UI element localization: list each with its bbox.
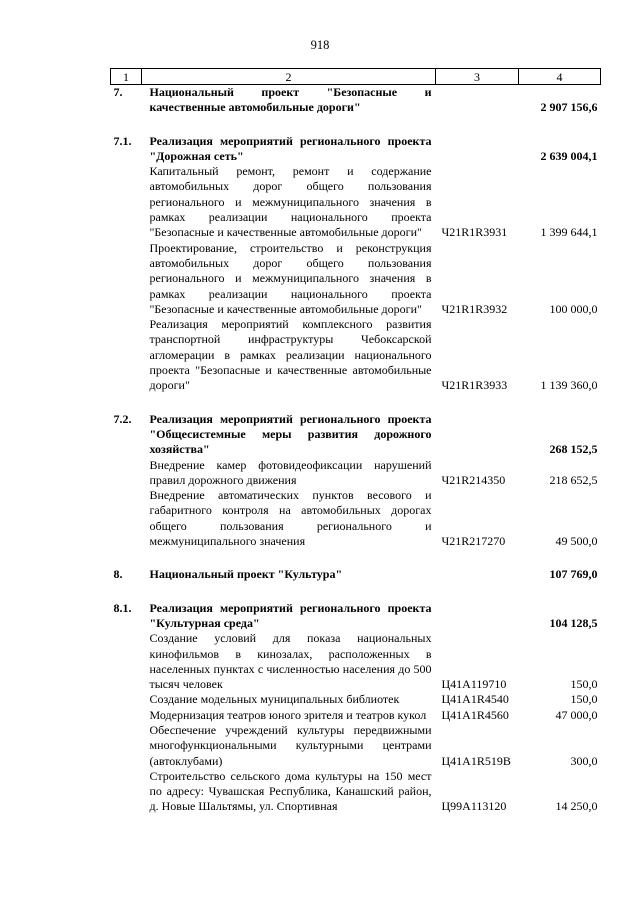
row-number — [111, 164, 142, 240]
row-amount: 1 139 360,0 — [540, 378, 598, 393]
row-description: Капитальный ремонт, ремонт и содержание автомобильных дорог общего пользования регионального и межмуниципального значения в рамках реализации национального проекта "Безопасные и качественные автомобильные дороги" — [149, 164, 432, 240]
section-row — [111, 567, 601, 582]
row-number — [111, 458, 142, 489]
row-description: Модернизация театров юного зрителя и театров кукол — [149, 707, 427, 722]
spacer-row — [111, 549, 601, 567]
row-description: Реализация мероприятий комплексного развития транспортной инфраструктуры Чебоксарской агломерации в рамках реализации национального проекта "Безопасные и качественные автомобильные дороги" — [149, 317, 432, 393]
row-code: Ч21R1R3933 — [441, 378, 508, 393]
spacer-row — [111, 394, 601, 412]
row-amount: 300,0 — [570, 753, 598, 768]
row-code — [436, 412, 519, 458]
row-number: 7. — [113, 85, 123, 99]
row-description: Реализация мероприятий регионального проекта "Общесистемные меры развития дорожного хозяйства" — [149, 411, 432, 457]
row-code: Ч21R217270 — [441, 534, 506, 549]
row-number: 8. — [113, 567, 123, 582]
row-number: 8.1. — [113, 600, 132, 615]
row-code: Ц41А1R4540 — [441, 692, 509, 707]
row-description: Проектирование, строительство и реконструкция автомобильных дорог общего пользования регионального и межмуниципального значения в рамках реализации национального проекта "Безопасные и качественные автомобильные дороги" — [149, 240, 432, 316]
row-code: Ч21R1R3931 — [441, 225, 508, 240]
table-row — [111, 708, 601, 723]
spacer-row — [111, 583, 601, 601]
column-header-code: 3 — [436, 69, 519, 85]
row-code — [436, 601, 519, 632]
row-amount: 150,0 — [570, 692, 598, 707]
row-description: Создание модельных муниципальных библиотек — [149, 692, 400, 707]
row-number: 7.1. — [113, 133, 132, 148]
spacer-cell — [111, 583, 601, 601]
row-description: Внедрение камер фотовидеофиксации нарушений правил дорожного движения — [149, 457, 432, 487]
row-number — [111, 692, 142, 707]
row-amount: 47 000,0 — [555, 707, 598, 722]
section-row — [111, 412, 601, 458]
row-code: Ч21R214350 — [441, 472, 506, 487]
page-number: 918 — [310, 38, 330, 52]
row-amount: 14 250,0 — [555, 799, 598, 814]
column-header-name: 2 — [142, 69, 436, 85]
row-amount: 104 128,5 — [549, 615, 598, 630]
row-amount: 2 639 004,1 — [540, 148, 598, 163]
row-description: Внедрение автоматических пунктов весового и габаритного контроля на автомобильных дорогах общего пользования регионального и межмуниципального значения — [149, 488, 432, 549]
row-description: Реализация мероприятий регионального проекта "Культурная среда" — [149, 600, 432, 630]
row-number — [111, 769, 142, 815]
row-description: Строительство сельского дома культуры на 150 мест по адресу: Чувашская Республика, Канашский район, д. Новые Шальтямы, ул. Спортивная — [149, 768, 432, 814]
table-row — [111, 488, 601, 549]
spacer-row — [111, 116, 601, 134]
row-description: Реализация мероприятий регионального проекта "Дорожная сеть" — [149, 133, 432, 163]
row-code — [436, 85, 519, 116]
table-row — [111, 723, 601, 769]
row-amount: 107 769,0 — [549, 567, 598, 582]
row-number — [111, 723, 142, 769]
column-header-number: 1 — [111, 69, 142, 85]
table-header-row — [111, 69, 601, 85]
row-description: Создание условий для показа национальных кинофильмов в кинозалах, расположенных в населенных пунктах с численностью населения до 500 тысяч человек — [149, 631, 432, 692]
row-code — [436, 567, 519, 582]
row-description: Обеспечение учреждений культуры передвижными многофункциональными культурными центрами (автоклубами) — [149, 722, 432, 768]
row-code — [436, 134, 519, 165]
spacer-cell — [111, 116, 601, 134]
row-number — [111, 241, 142, 317]
section-row — [111, 134, 601, 165]
section-row — [111, 601, 601, 632]
row-number — [111, 488, 142, 549]
row-amount: 100 000,0 — [549, 301, 598, 316]
row-number: 7.2. — [113, 411, 132, 426]
row-code: Ц99А113120 — [441, 799, 507, 814]
table-body — [111, 85, 601, 815]
row-amount: 2 907 156,6 — [540, 100, 598, 115]
row-number — [111, 631, 142, 692]
row-amount: 150,0 — [570, 677, 598, 692]
row-amount: 268 152,5 — [549, 442, 598, 457]
row-amount: 1 399 644,1 — [540, 225, 598, 240]
budget-table — [110, 68, 601, 815]
row-code: Ч21R1R3932 — [441, 301, 508, 316]
row-description: Национальный проект "Безопасные и качественные автомобильные дороги" — [149, 85, 432, 115]
row-amount: 49 500,0 — [555, 534, 598, 549]
table-row — [111, 241, 601, 317]
table-row — [111, 458, 601, 489]
table-row — [111, 692, 601, 707]
row-description: Национальный проект "Культура" — [149, 567, 343, 582]
row-code: Ц41А1R4560 — [441, 707, 509, 722]
section-row — [111, 85, 601, 116]
row-code: Ц41А119710 — [441, 677, 507, 692]
column-header-amount: 4 — [519, 69, 601, 85]
table-row — [111, 631, 601, 692]
table-row — [111, 164, 601, 240]
row-code: Ц41А1R519В — [441, 753, 511, 768]
row-amount: 218 652,5 — [549, 472, 598, 487]
table-row — [111, 769, 601, 815]
row-number — [111, 317, 142, 393]
spacer-cell — [111, 394, 601, 412]
table-row — [111, 317, 601, 393]
spacer-cell — [111, 549, 601, 567]
row-number — [111, 708, 142, 723]
